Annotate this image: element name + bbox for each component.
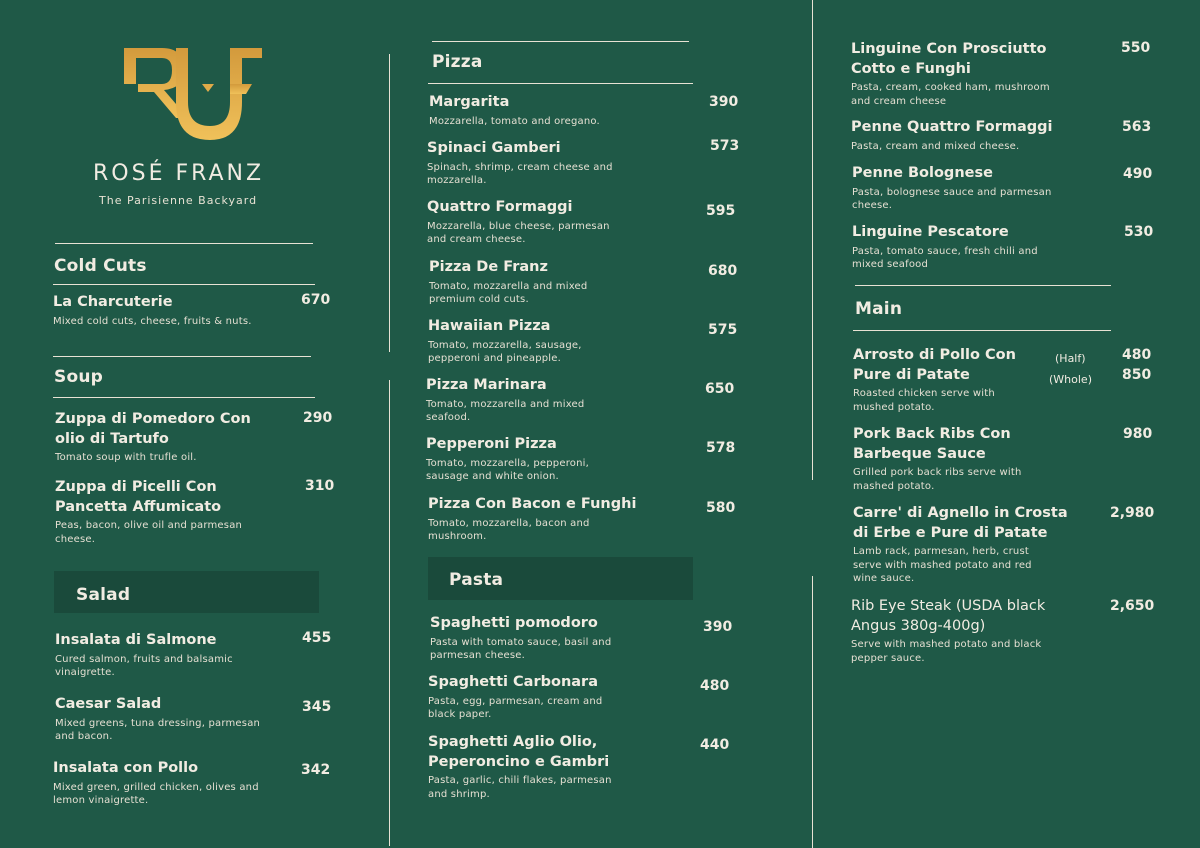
item-price: 650 xyxy=(705,381,735,397)
item-name: Spaghetti Aglio Olio, Peperoncino e Gambri xyxy=(428,734,610,770)
item-price: 390 xyxy=(703,619,733,635)
item-desc: Tomato, mozzarella, pepperoni, sausage and white onion. xyxy=(426,457,590,482)
item-name: Pork Back Ribs Con Barbeque Sauce xyxy=(853,426,1011,462)
item-price: 980 xyxy=(1123,426,1153,442)
item-name: Insalata di Salmone xyxy=(55,632,217,648)
item-price: 530 xyxy=(1124,224,1154,240)
item-price-whole: 850 xyxy=(1122,367,1152,383)
menu-item xyxy=(426,376,686,425)
item-name: Caesar Salad xyxy=(55,696,162,712)
item-name: Spaghetti Carbonara xyxy=(428,674,598,690)
item-desc: Tomato, mozzarella, bacon and mushroom. xyxy=(428,517,590,542)
item-name: Pizza Marinara xyxy=(426,377,547,393)
item-name: Zuppa di Picelli Con Pancetta Affumicato xyxy=(55,479,222,515)
menu-item xyxy=(429,258,689,307)
item-name: Rib Eye Steak (USDA black Angus 380g-400g) xyxy=(851,598,1046,634)
item-desc: Cured salmon, fruits and balsamic vinaigrette. xyxy=(55,653,233,678)
item-price: 290 xyxy=(303,410,333,426)
item-name: Spinaci Gamberi xyxy=(427,140,561,156)
item-name: Penne Quattro Formaggi xyxy=(851,119,1053,135)
item-desc: Pasta, egg, parmesan, cream and black paper. xyxy=(428,695,603,720)
soup-rule-top xyxy=(53,356,311,357)
item-name: Spaghetti pomodoro xyxy=(430,615,598,631)
menu-item xyxy=(428,733,688,801)
item-desc: Mozzarella, tomato and oregano. xyxy=(429,115,600,127)
item-price: 595 xyxy=(706,203,736,219)
item-name: Pepperoni Pizza xyxy=(426,436,557,452)
item-price-half: 480 xyxy=(1122,347,1152,363)
item-desc: Mixed cold cuts, cheese, fruits & nuts. xyxy=(53,315,252,327)
item-name: Penne Bolognese xyxy=(852,165,993,181)
item-desc: Pasta, bolognese sauce and parmesan cheese. xyxy=(852,186,1052,211)
logo-monogram-icon xyxy=(118,44,268,148)
item-price: 345 xyxy=(302,699,332,715)
item-desc: Mozzarella, blue cheese, parmesan and cream cheese. xyxy=(427,220,610,245)
menu-item xyxy=(852,223,1107,272)
main-rule-top xyxy=(855,285,1111,286)
menu-item xyxy=(853,346,1053,414)
item-price: 563 xyxy=(1122,119,1152,135)
cold-cuts-rule-top xyxy=(55,243,313,244)
menu-item xyxy=(427,198,687,247)
item-desc: Lamb rack, parmesan, herb, crust serve with mashed potato and red wine sauce. xyxy=(853,546,1032,584)
menu-item xyxy=(852,164,1107,213)
item-desc: Mixed greens, tuna dressing, parmesan and bacon. xyxy=(55,717,261,742)
menu-item xyxy=(430,614,690,663)
menu-item xyxy=(55,478,305,546)
menu-item xyxy=(53,293,303,328)
item-desc: Pasta, cream and mixed cheese. xyxy=(851,140,1020,152)
menu-item xyxy=(55,631,305,680)
item-name: Carre' di Agnello in Crosta di Erbe e Pure di Patate xyxy=(853,505,1068,541)
menu-item xyxy=(853,425,1108,493)
menu-item xyxy=(428,673,688,722)
item-name: Pizza Con Bacon e Funghi xyxy=(428,496,637,512)
item-desc: Tomato soup with trufle oil. xyxy=(55,452,197,463)
item-name: Hawaiian Pizza xyxy=(428,318,551,334)
item-desc: Spinach, shrimp, cream cheese and mozzarella. xyxy=(427,161,613,186)
item-name: Margarita xyxy=(429,94,510,110)
pizza-rule-top xyxy=(432,41,689,42)
item-price: 2,650 xyxy=(1110,598,1155,614)
item-price: 440 xyxy=(700,737,730,753)
item-price: 578 xyxy=(706,440,736,456)
item-name: Zuppa di Pomedoro Con olio di Tartufo xyxy=(55,411,251,447)
item-name: Linguine Con Prosciutto Cotto e Funghi xyxy=(851,41,1047,77)
half-label: (Half) xyxy=(1055,352,1086,365)
item-desc: Peas, bacon, olive oil and parmesan cheese. xyxy=(55,520,243,545)
item-price: 2,980 xyxy=(1110,505,1155,521)
item-desc: Pasta, garlic, chili flakes, parmesan and shrimp. xyxy=(428,775,612,800)
divider-right-top xyxy=(812,0,813,480)
menu-item xyxy=(853,504,1108,586)
item-name: Quattro Formaggi xyxy=(427,199,573,215)
item-desc: Pasta, cream, cooked ham, mushroom and cream cheese xyxy=(851,82,1050,107)
item-desc: Pasta with tomato sauce, basil and parmesan cheese. xyxy=(430,636,612,661)
item-name: Linguine Pescatore xyxy=(852,224,1009,240)
soup-rule-bottom xyxy=(53,397,315,398)
item-price: 573 xyxy=(710,138,740,154)
item-price: 575 xyxy=(708,322,738,338)
item-price: 342 xyxy=(301,762,331,778)
item-name: Arrosto di Pollo Con Pure di Patate xyxy=(853,347,1016,383)
item-desc: Tomato, mozzarella and mixed premium cold cuts. xyxy=(429,280,588,305)
main-rule-bottom xyxy=(853,330,1111,331)
brand-tagline: The Parisienne Backyard xyxy=(99,194,258,207)
item-desc: Tomato, mozzarella and mixed seafood. xyxy=(426,398,585,423)
menu-item xyxy=(53,759,303,808)
brand-name: ROSÉ FRANZ xyxy=(93,161,265,186)
divider-left-bottom xyxy=(389,380,390,846)
menu-item xyxy=(55,410,305,465)
item-price: 670 xyxy=(301,292,331,308)
item-price: 490 xyxy=(1123,166,1153,182)
item-price: 550 xyxy=(1121,40,1151,56)
menu-item xyxy=(851,597,1106,665)
menu-item xyxy=(428,317,688,366)
pizza-rule-bottom xyxy=(428,83,693,84)
item-desc: Roasted chicken serve with mushed potato. xyxy=(853,388,995,413)
menu-item xyxy=(428,495,688,544)
menu-item xyxy=(851,40,1106,108)
menu-item xyxy=(429,93,689,128)
item-desc: Serve with mashed potato and black pepper sauce. xyxy=(851,639,1042,664)
item-price: 580 xyxy=(706,500,736,516)
menu-item xyxy=(426,435,686,484)
menu-item xyxy=(851,118,1106,153)
section-cold-cuts: Cold Cuts xyxy=(54,256,147,276)
section-salad: Salad xyxy=(76,585,131,605)
whole-label: (Whole) xyxy=(1049,373,1092,386)
menu-item xyxy=(427,139,687,188)
logo xyxy=(118,44,268,148)
item-name: Pizza De Franz xyxy=(429,259,548,275)
divider-right-bottom xyxy=(812,576,813,848)
item-price: 390 xyxy=(709,94,739,110)
item-price: 480 xyxy=(700,678,730,694)
divider-left-top xyxy=(389,54,390,352)
cold-cuts-rule-bottom xyxy=(53,284,315,285)
item-desc: Pasta, tomato sauce, fresh chili and mixed seafood xyxy=(852,245,1038,270)
section-main: Main xyxy=(855,299,903,319)
item-price: 310 xyxy=(305,478,335,494)
item-price: 680 xyxy=(708,263,738,279)
item-desc: Grilled pork back ribs serve with mashed potato. xyxy=(853,467,1022,492)
item-desc: Mixed green, grilled chicken, olives and lemon vinaigrette. xyxy=(53,781,259,806)
item-name: La Charcuterie xyxy=(53,294,173,310)
section-pasta: Pasta xyxy=(449,570,504,590)
section-soup: Soup xyxy=(54,367,103,387)
item-name: Insalata con Pollo xyxy=(53,760,199,776)
menu-item xyxy=(55,695,305,744)
item-desc: Tomato, mozzarella, sausage, pepperoni and pineapple. xyxy=(428,339,582,364)
section-pizza: Pizza xyxy=(432,52,483,72)
item-price: 455 xyxy=(302,630,332,646)
